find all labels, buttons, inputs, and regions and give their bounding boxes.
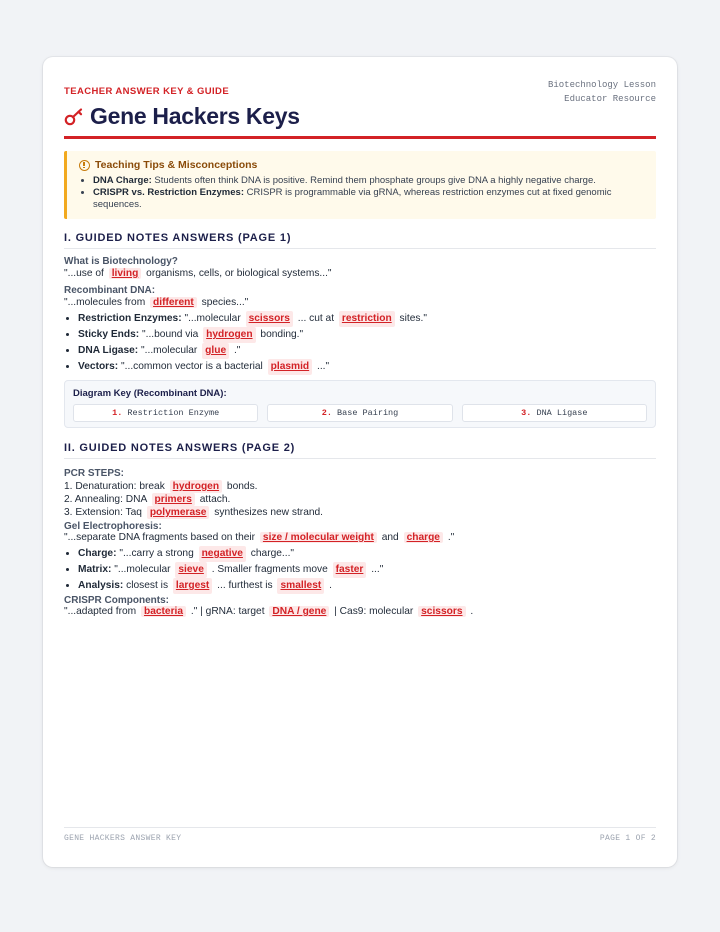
line-text: . [470, 606, 474, 617]
answer-blank: living [109, 268, 142, 279]
key-icon [64, 107, 84, 127]
answer-blank: faster [333, 562, 367, 578]
page-footer [64, 827, 656, 843]
line-text: synthesizes new strand. [214, 507, 324, 518]
document-meta [548, 79, 656, 106]
diagram-key [64, 380, 656, 428]
answer-blank: different [150, 297, 197, 308]
tip-item [93, 187, 646, 211]
line-text: 3. Extension: Taq [64, 507, 142, 518]
recombinant-answer-line [64, 297, 656, 308]
answer-blank: polymerase [147, 506, 210, 519]
pcr-step [64, 506, 656, 519]
line-text: species..." [201, 297, 249, 308]
item-label: Base Pairing [337, 408, 399, 418]
footer-title: GENE HACKERS ANSWER KEY [64, 834, 182, 843]
gel-list [64, 546, 656, 594]
tip-label: CRISPR vs. Restriction Enzymes: [93, 187, 244, 198]
teaching-tips-callout [64, 151, 656, 219]
line-text: "...separate DNA fragments based on their [64, 532, 256, 543]
line-text: "...carry a strong [119, 548, 194, 559]
crispr-block [64, 595, 656, 617]
item-label: DNA Ligase: [78, 345, 139, 356]
pcr-step [64, 493, 656, 506]
diagram-key-item [462, 404, 647, 422]
line-text: ..." [371, 564, 384, 575]
line-text: "...molecular [184, 313, 241, 324]
item-label: Analysis: [78, 580, 124, 591]
line-text: 2. Annealing: DNA [64, 494, 147, 505]
tip-item [93, 175, 646, 187]
line-text: . [329, 580, 332, 591]
tip-label: DNA Charge: [93, 175, 152, 186]
page-title: Gene Hackers Keys [90, 103, 300, 129]
meta-resource: Educator Resource [564, 93, 656, 104]
answer-blank: hydrogen [203, 327, 255, 343]
answer-blank: negative [199, 546, 246, 562]
line-text: "...use of [64, 268, 104, 279]
item-number: 2. [321, 408, 332, 418]
answer-blank: smallest [277, 578, 324, 594]
item-label: Restriction Enzyme [127, 408, 220, 418]
pcr-step [64, 480, 656, 493]
tip-text: Students often think DNA is positive. Remind them phosphate groups give DNA a highly negative charge. [151, 175, 596, 186]
answer-blank: bacteria [141, 606, 186, 617]
line-text: "...adapted from [64, 606, 137, 617]
item-label: Matrix: [78, 564, 112, 575]
eyebrow-label: TEACHER ANSWER KEY & GUIDE [64, 86, 230, 97]
answer-blank: plasmid [268, 359, 313, 375]
line-text: "...bound via [142, 329, 199, 340]
diagram-key-item [267, 404, 452, 422]
answer-blank: glue [202, 343, 229, 359]
item-label: Restriction Enzymes: [78, 313, 182, 324]
line-text: ..." [317, 361, 330, 372]
pcr-subtitle: PCR STEPS: [64, 468, 125, 479]
callout-header [79, 159, 646, 171]
line-text: ." | gRNA: target [190, 606, 265, 617]
pcr-block [64, 467, 656, 519]
item-label: Vectors: [78, 361, 119, 372]
line-text: bonding." [260, 329, 304, 340]
page-number: PAGE 1 OF 2 [599, 834, 656, 843]
line-text: ." [233, 345, 241, 356]
line-text: "...common vector is a bacterial [121, 361, 263, 372]
answer-blank: size / molecular weight [260, 532, 377, 543]
item-label: Charge: [78, 548, 117, 559]
line-text: closest is [126, 580, 169, 591]
item-label: DNA Ligase [536, 408, 588, 418]
crispr-subtitle: CRISPR Components: [64, 595, 169, 606]
answer-blank: DNA / gene [269, 606, 329, 617]
recombinant-list [64, 311, 656, 375]
list-item [78, 343, 656, 359]
section-heading-page1: I. GUIDED NOTES ANSWERS (PAGE 1) [64, 232, 656, 249]
biotech-block [64, 256, 656, 279]
line-text: | Cas9: molecular [334, 606, 414, 617]
list-item [78, 311, 656, 327]
diagram-key-title: Diagram Key (Recombinant DNA): [73, 388, 227, 399]
diagram-key-boxes [73, 404, 647, 422]
answer-blank: largest [173, 578, 212, 594]
line-text: 1. Denaturation: break [64, 481, 165, 492]
recombinant-subtitle: Recombinant DNA: [64, 285, 156, 296]
answer-blank: scissors [418, 606, 465, 617]
list-item [78, 359, 656, 375]
line-text: organisms, cells, or biological systems..." [146, 268, 332, 279]
meta-lesson: Biotechnology Lesson [547, 80, 656, 90]
line-text: ... furthest is [217, 580, 273, 591]
callout-title: Teaching Tips & Misconceptions [95, 159, 258, 171]
list-item [78, 327, 656, 343]
list-item [78, 546, 656, 562]
list-item [78, 578, 656, 594]
line-text: "...molecular [141, 345, 198, 356]
answer-blank: scissors [246, 311, 293, 327]
tip-text: CRISPR is programmable via gRNA, whereas restriction enzymes cut at fixed genomic sequences. [93, 187, 612, 210]
line-text: bonds. [226, 481, 258, 492]
gel-subtitle: Gel Electrophoresis: [64, 521, 162, 532]
item-label: Sticky Ends: [78, 329, 140, 340]
answer-blank: charge [404, 532, 443, 543]
warning-icon [79, 160, 90, 171]
answer-blank: sieve [175, 562, 207, 578]
biotech-answer-line [64, 268, 656, 279]
title-row [64, 103, 300, 130]
gel-block [64, 521, 656, 594]
recombinant-block [64, 285, 656, 375]
line-text: "...molecular [114, 564, 171, 575]
line-text: and [381, 532, 399, 543]
biotech-subtitle: What is Biotechnology? [64, 256, 178, 267]
tips-list [79, 175, 646, 211]
line-text: sites." [399, 313, 427, 324]
item-number: 3. [521, 408, 532, 418]
line-text: attach. [199, 494, 231, 505]
title-rule [64, 136, 656, 139]
line-text: ." [447, 532, 455, 543]
section-heading-page2: II. GUIDED NOTES ANSWERS (PAGE 2) [64, 442, 656, 459]
list-item [78, 562, 656, 578]
crispr-answer-line [64, 606, 656, 617]
answer-blank: hydrogen [170, 480, 222, 493]
answer-blank: restriction [339, 311, 395, 327]
line-text: . Smaller fragments move [211, 564, 328, 575]
diagram-key-item [73, 404, 258, 422]
line-text: ... cut at [297, 313, 335, 324]
item-number: 1. [112, 408, 123, 418]
gel-answer-line [64, 532, 656, 543]
answer-blank: primers [152, 493, 195, 506]
line-text: "...molecules from [64, 297, 146, 308]
line-text: charge..." [250, 548, 295, 559]
answer-key-page [43, 57, 677, 867]
